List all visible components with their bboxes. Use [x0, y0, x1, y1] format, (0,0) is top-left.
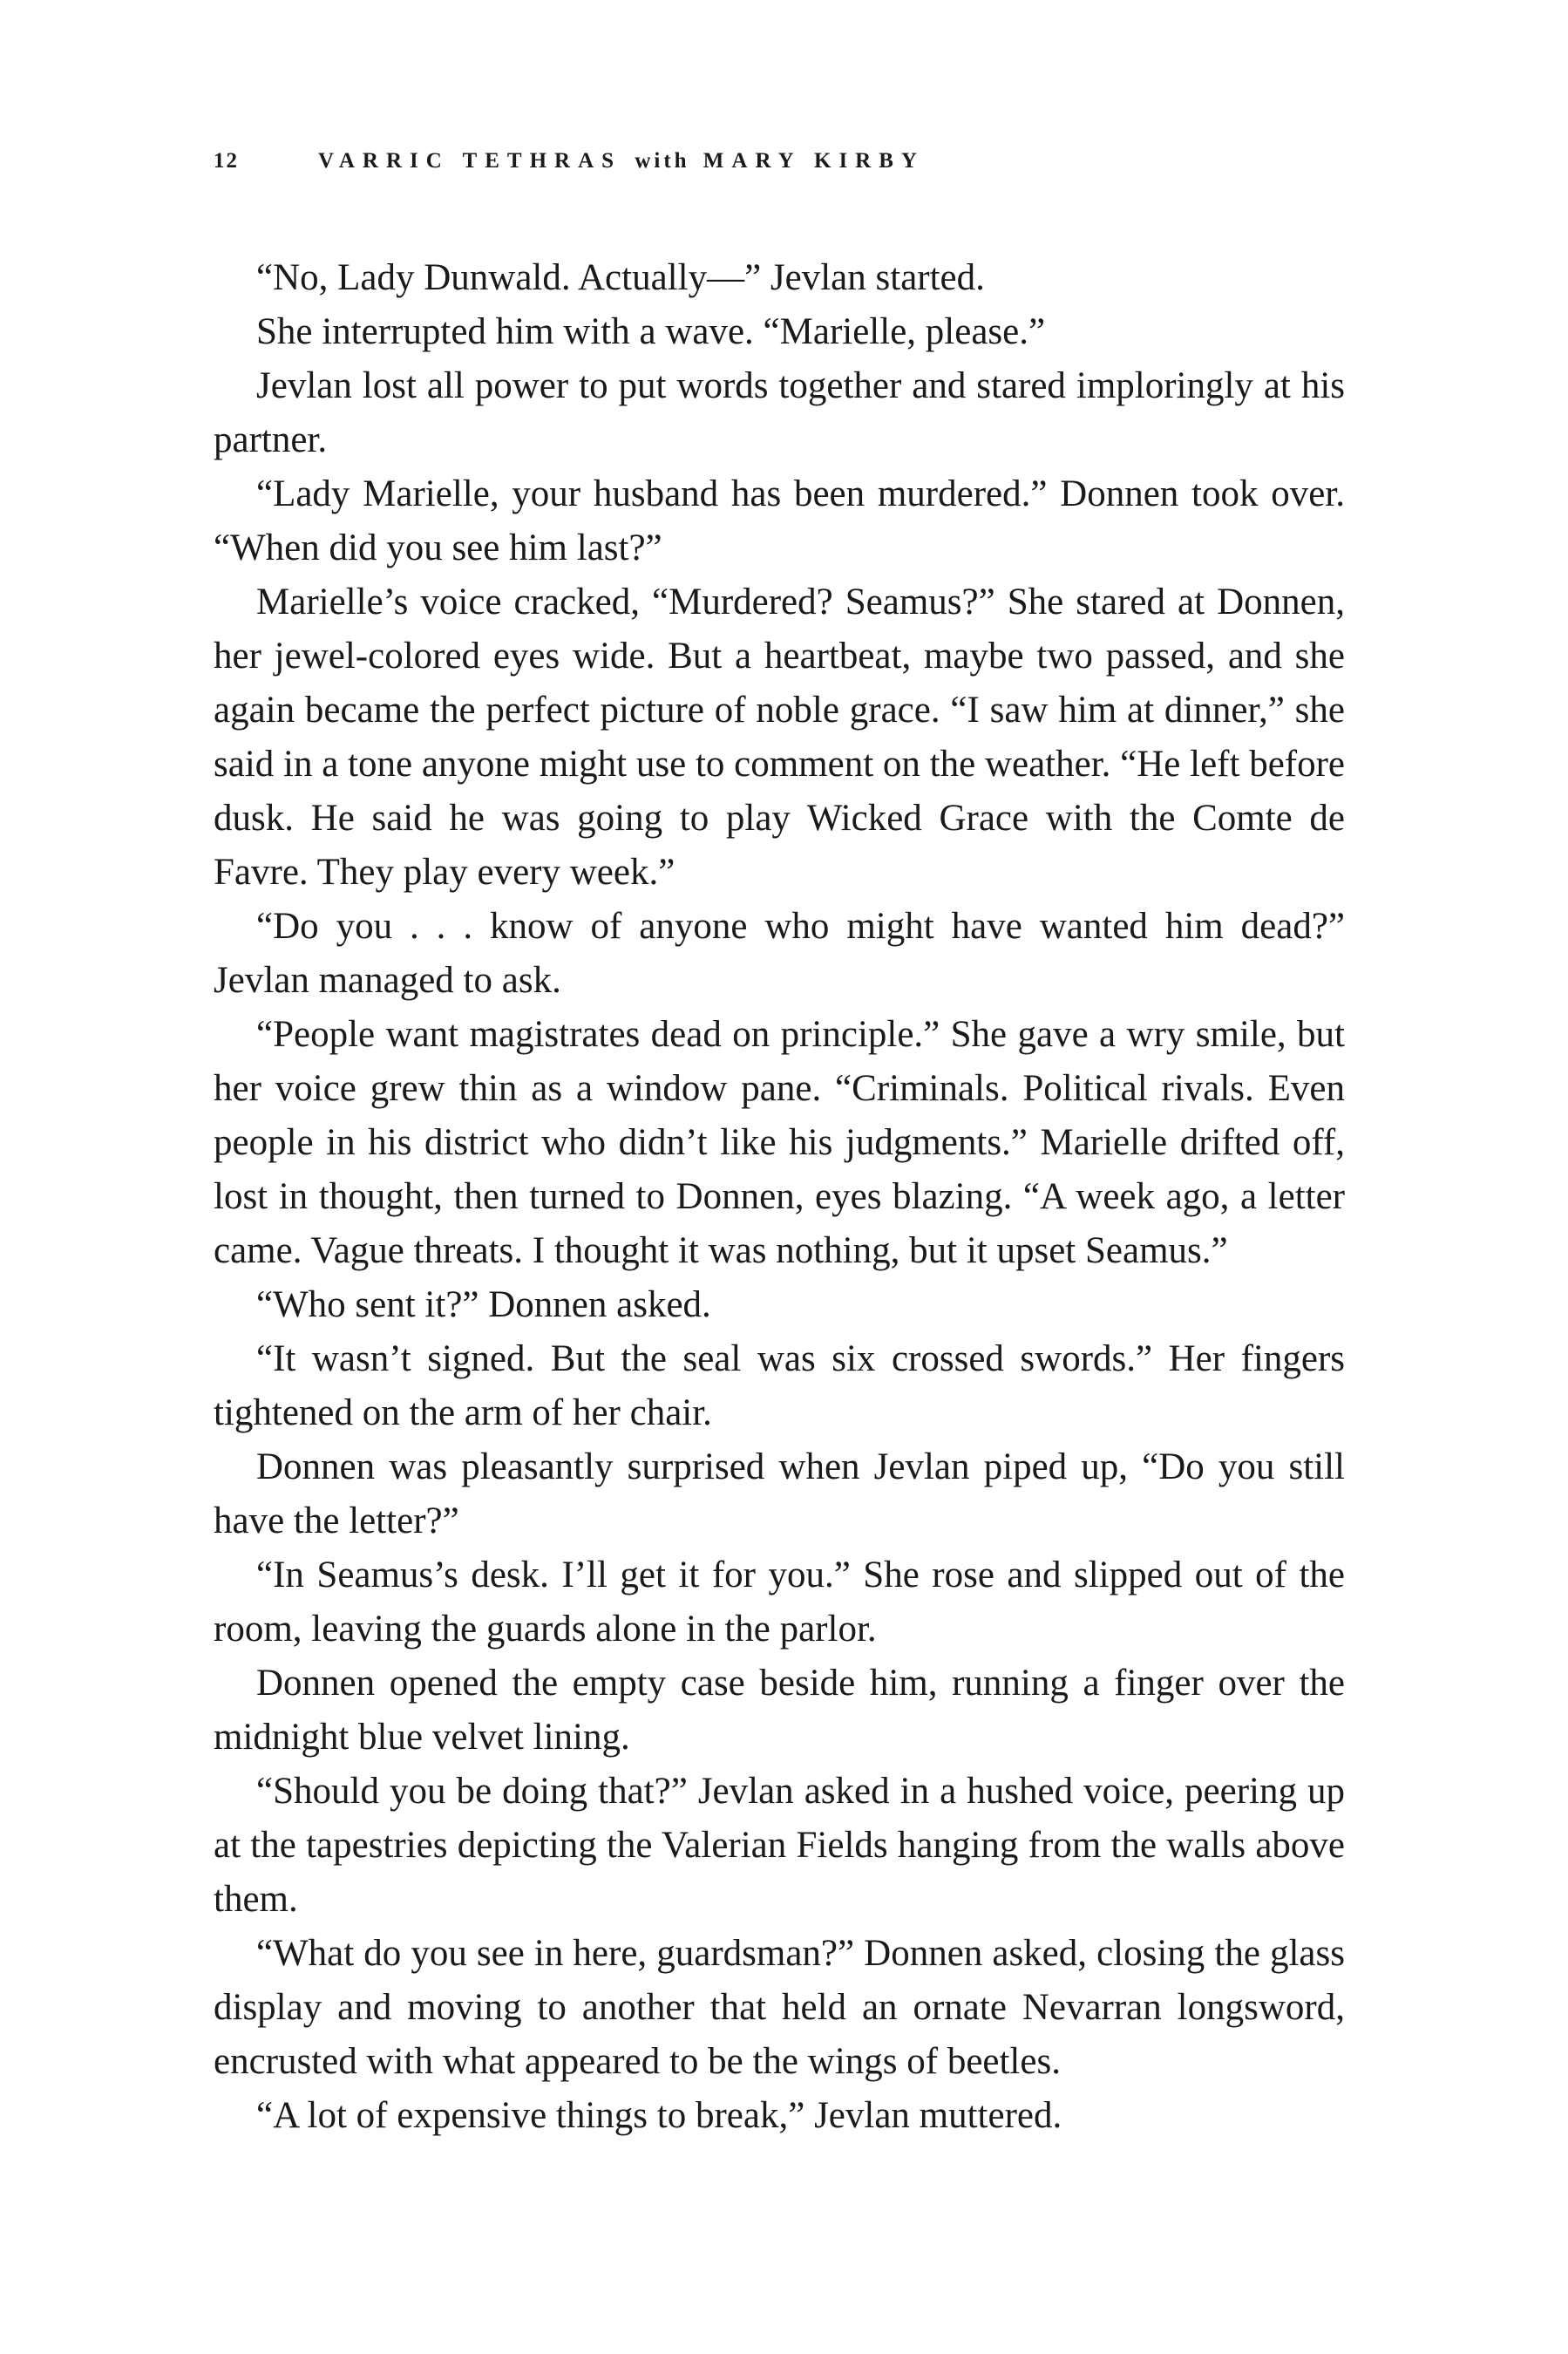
body-text — [214, 251, 1345, 2143]
page-number: 12 — [214, 149, 239, 173]
running-head — [214, 144, 1347, 179]
paragraph: “Do you . . . know of anyone who might have wanted him dead?” Jevlan managed to ask. — [214, 906, 1345, 1001]
paragraph: Marielle’s voice cracked, “Murdered? Seamus?” She stared at Donnen, her jewel-colored eyes wide. But a heartbeat, maybe two passed, and she again became the perfect picture of noble grace. “I saw him at dinner,” she said in a tone anyone might use to comment on the weather. “He left before dusk. He said he was going to play Wicked Grace with the Comte de Favre. They play every week.” — [214, 582, 1345, 893]
with-word: with — [635, 149, 690, 173]
paragraph: “A lot of expensive things to break,” Jevlan muttered. — [256, 2095, 1062, 2136]
paragraph: “In Seamus’s desk. I’ll get it for you.” She rose and slipped out of the room, leaving the guards alone in the parlor. — [214, 1555, 1345, 1650]
paragraph: “It wasn’t signed. But the seal was six crossed swords.” Her fingers tightened on the arm of her chair. — [214, 1338, 1345, 1433]
paragraph: Donnen opened the empty case beside him, running a finger over the midnight blue velvet lining. — [214, 1663, 1345, 1758]
paragraph: She interrupted him with a wave. “Marielle, please.” — [256, 311, 1046, 352]
paragraph: Jevlan lost all power to put words together and stared imploringly at his partner. — [214, 365, 1345, 460]
paragraph: “What do you see in here, guardsman?” Donnen asked, closing the glass display and moving to another that held an ornate Nevarran longsword, encrusted with what appeared to be the wings of beetles. — [214, 1933, 1345, 2082]
paragraph: “Lady Marielle, your husband has been murdered.” Donnen took over. “When did you see him last?” — [214, 473, 1345, 568]
coauthor-name: MARY KIRBY — [703, 149, 925, 173]
paragraph: “Who sent it?” Donnen asked. — [256, 1284, 711, 1325]
paragraph: “Should you be doing that?” Jevlan asked in a hushed voice, peering up at the tapestries depicting the Valerian Fields hanging from the walls above them. — [214, 1771, 1345, 1920]
author-name: VARRIC TETHRAS — [318, 149, 622, 173]
paragraph: Donnen was pleasantly surprised when Jevlan piped up, “Do you still have the letter?” — [214, 1446, 1345, 1541]
paragraph: “People want magistrates dead on principle.” She gave a wry smile, but her voice grew thin as a window pane. “Criminals. Political rivals. Even people in his district who didn’t like his judgments.” Marielle drifted off, lost in thought, then turned to Donnen, eyes blazing. “A week ago, a letter came. Vague threats. I thought it was nothing, but it upset Seamus.” — [214, 1014, 1345, 1271]
paragraph: “No, Lady Dunwald. Actually—” Jevlan started. — [256, 257, 985, 298]
